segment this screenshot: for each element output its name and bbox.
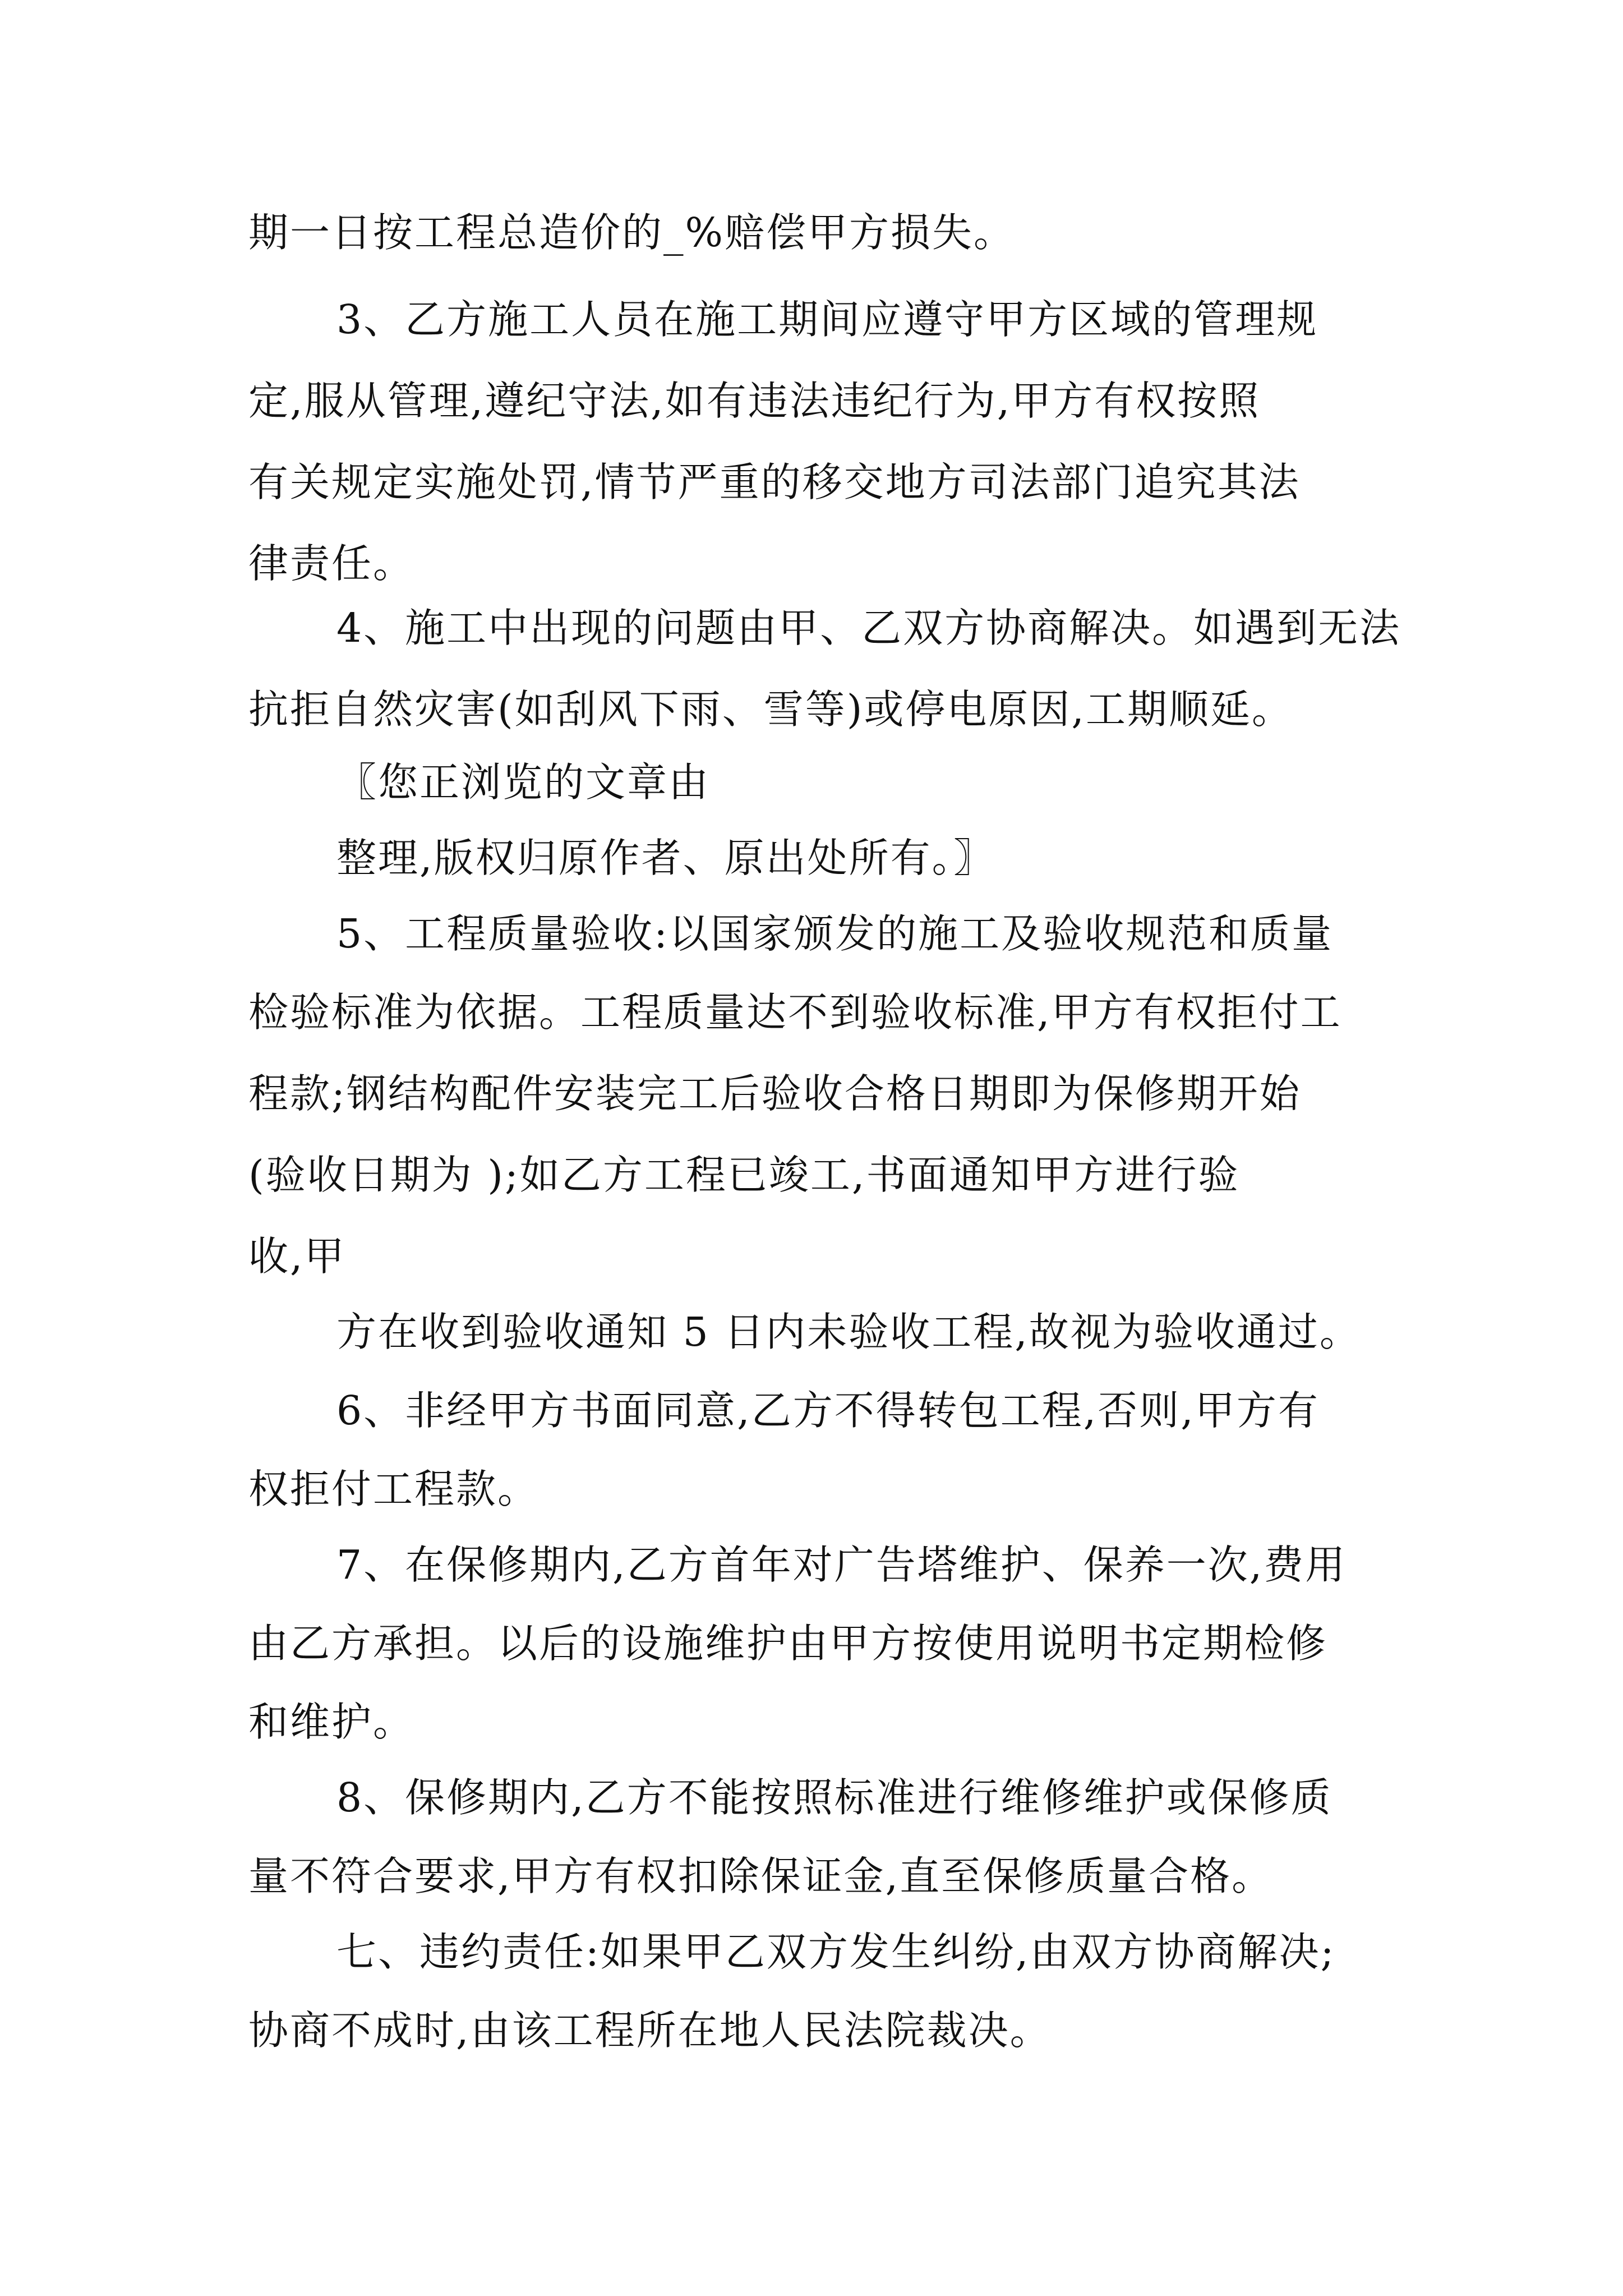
text-line: 〖您正浏览的文章由 — [336, 759, 711, 806]
text-line: 协商不成时,由该工程所在地人民法院裁决。 — [248, 2007, 1052, 2054]
text-line: 7、在保修期内,乙方首年对广告塔维护、保养一次,费用 — [336, 1542, 1347, 1588]
text-line: 6、非经甲方书面同意,乙方不得转包工程,否则,甲方有 — [336, 1387, 1320, 1434]
text-line: 抗拒自然灾害(如刮风下雨、雪等)或停电原因,工期顺延。 — [248, 686, 1293, 733]
text-line: 量不符合要求,甲方有权扣除保证金,直至保修质量合格。 — [248, 1853, 1274, 1899]
text-line: 5、工程质量验收:以国家颁发的施工及验收规范和质量 — [336, 910, 1334, 957]
text-line: 程款;钢结构配件安装完工后验收合格日期即为保修期开始 — [248, 1070, 1301, 1117]
text-line: 3、乙方施工人员在施工期间应遵守甲方区域的管理规 — [336, 296, 1318, 343]
text-line: (验收日期为 );如乙方工程已竣工,书面通知甲方进行验 — [248, 1152, 1240, 1198]
text-line: 收,甲 — [248, 1233, 346, 1280]
text-line: 有关规定实施处罚,情节严重的移交地方司法部门追究其法 — [248, 459, 1301, 505]
text-line: 律责任。 — [248, 540, 415, 587]
text-line: 检验标准为依据。工程质量达不到验收标准,甲方有权拒付工 — [248, 989, 1342, 1036]
text-line: 整理,版权归原作者、原出处所有。〗 — [336, 835, 995, 881]
text-line: 8、保修期内,乙方不能按照标准进行维修维护或保修质 — [336, 1774, 1332, 1821]
text-line: 权拒付工程款。 — [248, 1466, 540, 1512]
text-line: 和维护。 — [248, 1699, 415, 1745]
text-line: 七、违约责任:如果甲乙双方发生纠纷,由双方协商解决; — [336, 1929, 1336, 1975]
text-line: 定,服从管理,遵纪守法,如有违法违纪行为,甲方有权按照 — [248, 378, 1261, 424]
text-line: 4、施工中出现的问题由甲、乙双方协商解决。如遇到无法 — [336, 605, 1401, 651]
text-line: 期一日按工程总造价的_%赔偿甲方损失。 — [248, 209, 1015, 256]
text-line: 方在收到验收通知 5 日内未验收工程,故视为验收通过。 — [336, 1309, 1361, 1355]
text-line: 由乙方承担。以后的设施维护由甲方按使用说明书定期检修 — [248, 1620, 1328, 1667]
